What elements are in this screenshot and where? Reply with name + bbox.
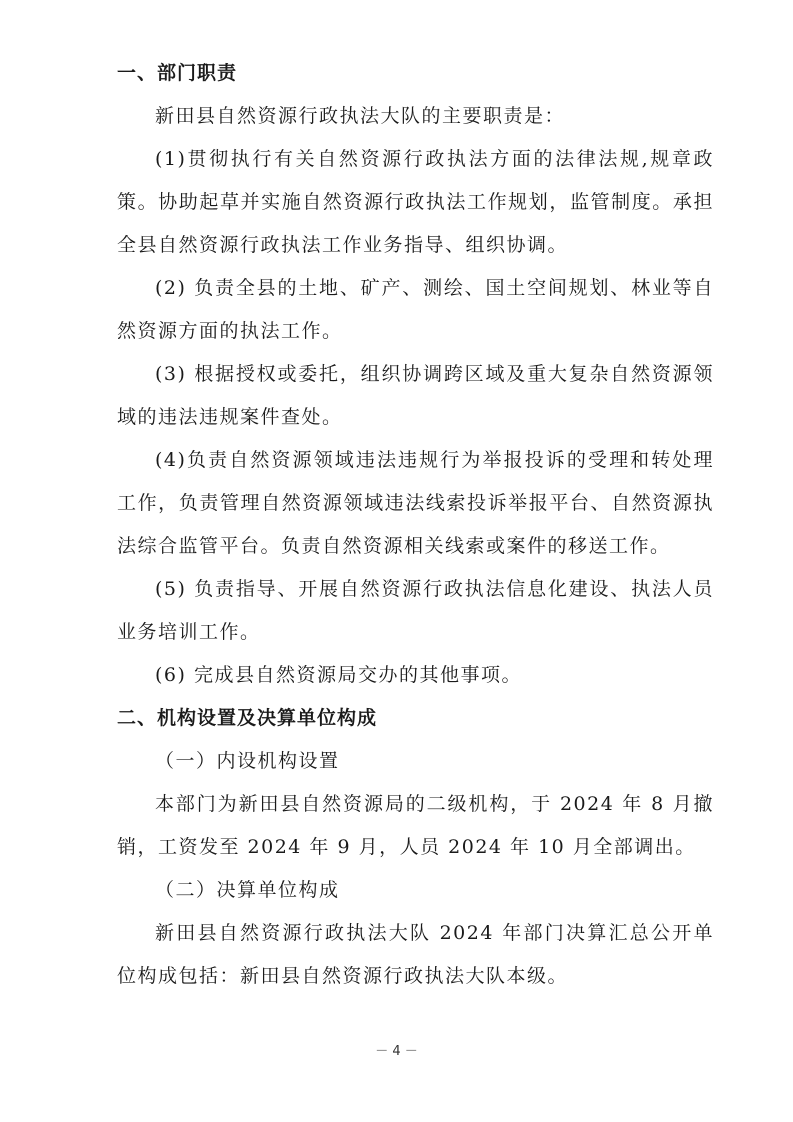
page-number: － 4 － — [375, 1044, 418, 1059]
section-heading-structure: 二、机构设置及决算单位构成 — [117, 707, 378, 729]
subheading-budget-units: （二）决算单位构成 — [155, 879, 340, 901]
duty-item-1: (1)贯彻执行有关自然资源行政执法方面的法律法规,规章政策。协助起草并实施自然资源行政执法工作规划，监管制度。承担全县自然资源行政执法工作业务指导、组织协调。 — [117, 148, 714, 256]
duties-intro: 新田县自然资源行政执法大队的主要职责是： — [155, 105, 566, 127]
budget-units-text: 新田县自然资源行政执法大队 2024 年部门决算汇总公开单位构成包括：新田县自然资源行政执法大队本级。 — [117, 922, 714, 987]
document-body — [117, 52, 714, 998]
duty-item-2: (2) 负责全县的土地、矿产、测绘、国土空间规划、林业等自然资源方面的执法工作。 — [117, 277, 714, 342]
duty-item-4: (4)负责自然资源领域违法违规行为举报投诉的受理和转处理工作，负责管理自然资源领域违法线索投诉举报平台、自然资源执法综合监管平台。负责自然资源相关线索或案件的移送工作。 — [117, 449, 714, 557]
subheading-internal-structure: （一）内设机构设置 — [155, 750, 340, 772]
duty-item-3: (3) 根据授权或委托，组织协调跨区域及重大复杂自然资源领域的违法违规案件查处。 — [117, 363, 714, 428]
section-heading-duties: 一、部门职责 — [117, 62, 238, 84]
duty-item-5: (5) 负责指导、开展自然资源行政执法信息化建设、执法人员业务培训工作。 — [117, 578, 714, 643]
duty-item-6: (6) 完成县自然资源局交办的其他事项。 — [155, 664, 522, 686]
internal-structure-text: 本部门为新田县自然资源局的二级机构，于 2024 年 8 月撤销，工资发至 2024 年 9 月，人员 2024 年 10 月全部调出。 — [117, 793, 714, 858]
